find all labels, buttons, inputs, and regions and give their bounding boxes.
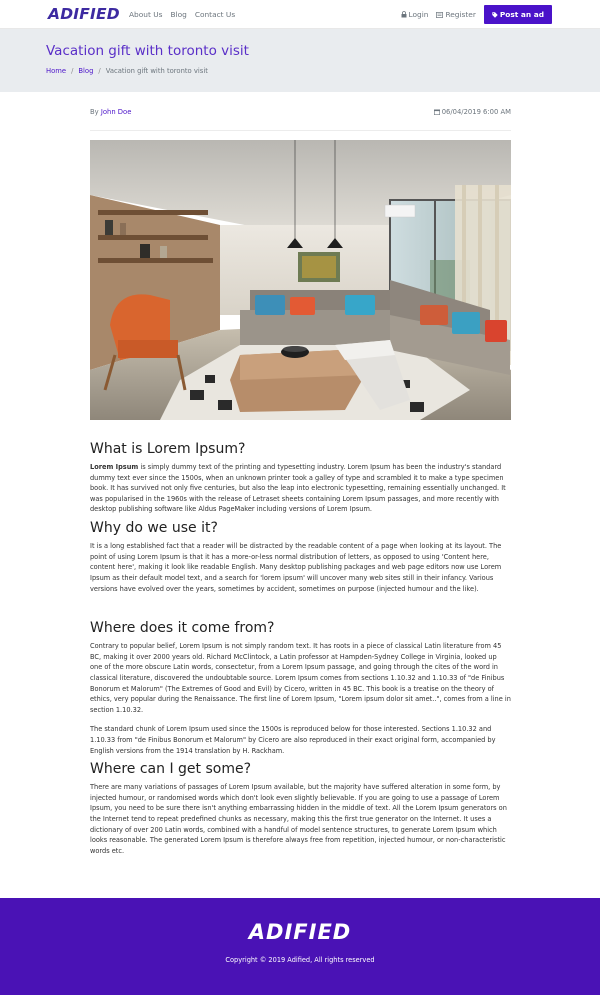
section-paragraph: There are many variations of passages of Lorem Ipsum available, but the majority have suffered alteration in some form, by injected humour, or randomised words which don't look even slightly believable. If you are going to use a passage of Lorem Ipsum, you need to be sure there isn't anything embarrassing hidden in the middle of text. All the Lorem Ipsum generators on the Internet tend to repeat predefined chunks as necessary, making this the first true generator on the Internet. It uses a dictionary of over 200 Latin words, combined with a handful of model sentence structures, to generate Lorem Ipsum which looks reasonable. The generated Lorem Ipsum is therefore always free from repetition, injected humour, or non-characteristic words etc.	[90, 783, 507, 855]
brand-logo[interactable]	[48, 5, 120, 23]
section-paragraph: Contrary to popular belief, Lorem Ipsum is not simply random text. It has roots in a piece of classical Latin literature from 45 BC, making it over 2000 years old. Richard McClintock, a Latin professor at Hampden-Sydney College in Virginia, looked up one of the more obscure Latin words, consectetur, from a Lorem Ipsum passage, and going through the cites of the word in classical literature, discovered the undoubtable source. Lorem Ipsum comes from sections 1.10.32 and 1.10.33 of "de Finibus Bonorum et Malorum" (The Extremes of Good and Evil) by Cicero, written in 45 BC. This book is a treatise on the theory of ethics, very popular during the Renaissance. The first line of Lorem Ipsum, "Lorem ipsum dolor sit amet..", comes from a line in section 1.10.32.	[90, 642, 511, 714]
post-image	[90, 140, 511, 420]
footer	[0, 898, 600, 995]
breadcrumb	[46, 67, 208, 75]
lock-icon	[401, 11, 407, 18]
register-link[interactable]	[436, 10, 475, 19]
section-paragraph: It is a long established fact that a reader will be distracted by the readable content of a page when looking at its layout. The point of using Lorem Ipsum is that it has a more-or-less normal distribution of letters, as opposed to using 'Content here, content here', making it look like readable English. Many desktop publishing packages and web page editors now use Lorem Ipsum as their default model text, and a search for 'lorem ipsum' will uncover many web sites still in their infancy. Various versions have evolved over the years, sometimes by accident, sometimes on purpose (injected humour and the like).	[90, 542, 502, 593]
navbar	[0, 0, 600, 29]
breadcrumb-current: Vacation gift with toronto visit	[105, 67, 208, 75]
nav-contact-us[interactable]: Contact Us	[194, 10, 236, 19]
brand-logo-text: ADIFIED	[48, 5, 120, 23]
post-date-text: 06/04/2019 6:00 AM	[441, 108, 511, 116]
article-content	[90, 441, 511, 856]
footer-logo-text: ADIFIED	[248, 920, 352, 944]
nav-links	[129, 10, 235, 19]
login-label: Login	[408, 10, 429, 19]
nav-about-us[interactable]: About Us	[129, 10, 163, 19]
section-paragraph	[90, 462, 511, 515]
living-room-photo	[90, 140, 511, 420]
post-ad-label: Post an ad	[499, 10, 544, 19]
register-icon	[436, 12, 443, 18]
nav-blog[interactable]: Blog	[170, 10, 187, 19]
page-header	[0, 29, 600, 92]
nav-actions	[401, 5, 553, 24]
post-meta	[90, 108, 511, 116]
bold-term: Lorem Ipsum	[90, 463, 139, 472]
section-heading: Why do we use it?	[90, 520, 218, 537]
page-title: Vacation gift with toronto visit	[46, 43, 249, 59]
footer-logo[interactable]	[0, 920, 600, 944]
author-prefix: By	[90, 108, 99, 116]
section-paragraph: The standard chunk of Lorem Ipsum used since the 1500s is reproduced below for those interested. Sections 1.10.32 and 1.10.33 from "de Finibus Bonorum et Malorum" by Cicero are also reproduced in their exact original form, accompanied by English versions from the 1914 translation by H. Rackham.	[90, 725, 496, 755]
section-heading: Where can I get some?	[90, 761, 251, 778]
author-link[interactable]: John Doe	[100, 108, 132, 116]
divider	[90, 130, 511, 131]
copyright-text: Copyright © 2019 Adified, All rights reserved	[225, 956, 375, 964]
post-date	[434, 108, 511, 116]
login-link[interactable]	[401, 10, 429, 19]
paragraph-text: is simply dummy text of the printing and typesetting industry. Lorem Ipsum has been the industry's standard dummy text ever since the 1500s, when an unknown printer took a galley of type and scrambled it to make a type specimen book. It has survived not only five centuries, but also the leap into electronic typesetting, remaining essentially unchanged. It was popularised in the 1960s with the release of Letraset sheets containing Lorem Ipsum passages, and more recently with desktop publishing software like Aldus PageMaker including versions of Lorem Ipsum.	[90, 463, 506, 514]
breadcrumb-blog[interactable]: Blog	[78, 67, 94, 75]
breadcrumb-home[interactable]: Home	[46, 67, 67, 75]
calendar-icon	[434, 109, 440, 115]
breadcrumb-separator: /	[98, 67, 101, 75]
tag-icon	[492, 12, 498, 18]
register-label: Register	[445, 10, 476, 19]
section-heading: What is Lorem Ipsum?	[90, 441, 246, 457]
breadcrumb-separator: /	[71, 67, 74, 75]
post-ad-button[interactable]	[484, 5, 552, 24]
section-heading: Where does it come from?	[90, 620, 275, 637]
